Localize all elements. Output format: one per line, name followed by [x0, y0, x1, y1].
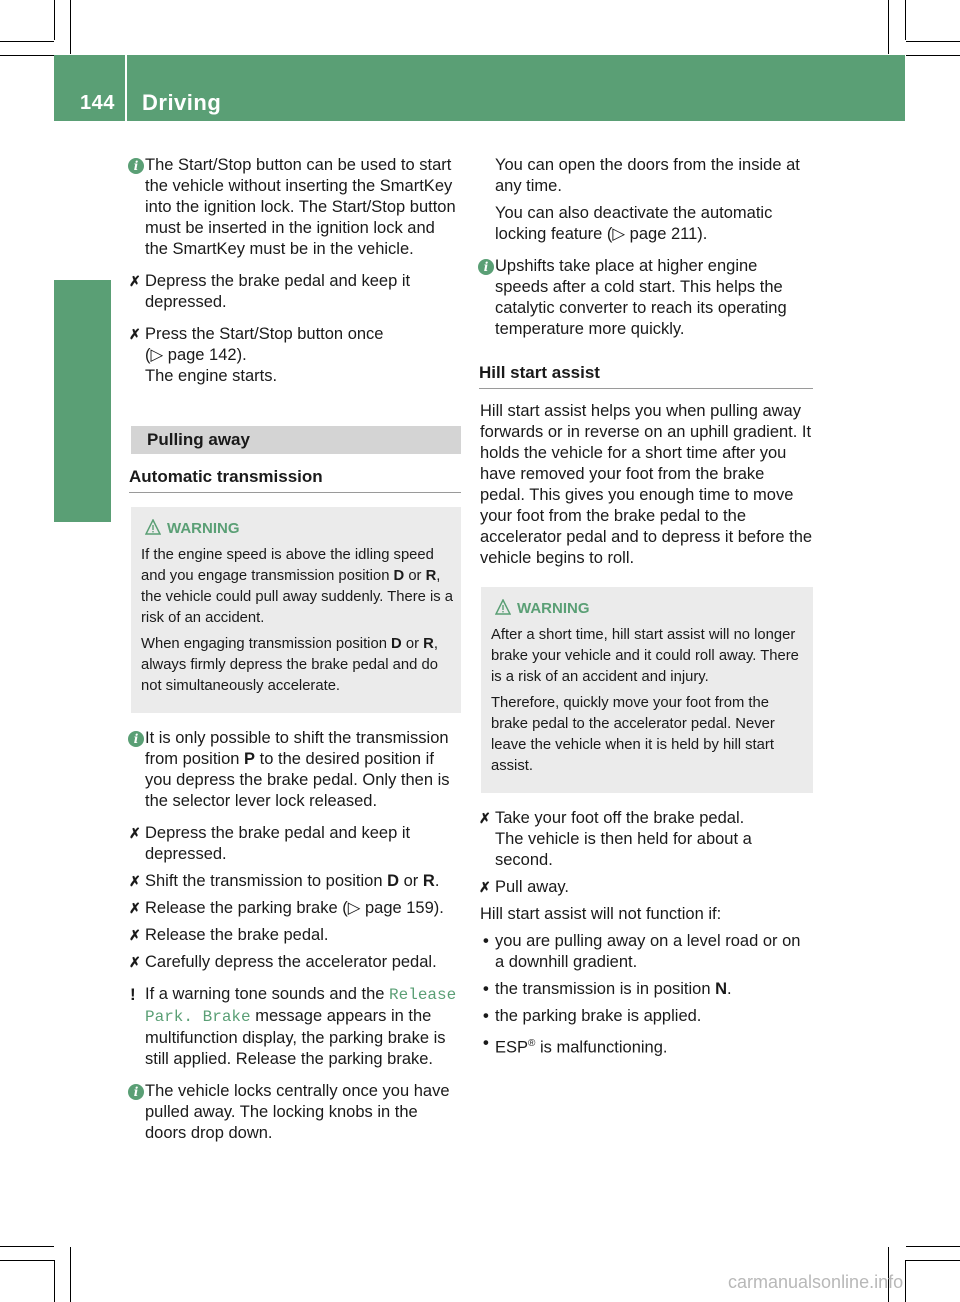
info-text: The vehicle locks centrally once you have pulled away. The locking knobs in the doors drop down. [145, 1082, 450, 1142]
warning-triangle-icon [495, 599, 511, 615]
page-number: 144 [80, 92, 115, 114]
warning-box [481, 587, 813, 793]
step-arrow-icon: ✗ [129, 954, 141, 970]
body-paragraph: Hill start assist will not function if: [480, 905, 722, 923]
step-text: Depress the brake pedal and keep it depressed. [145, 272, 411, 311]
crop-mark [70, 1247, 71, 1302]
step-arrow-icon: ✗ [129, 927, 141, 943]
bullet-text: you are pulling away on a level road or on a downhill gradient. [495, 932, 801, 971]
info-note: i It is only possible to shift the transmission from position P to the desired position if you depress the brake pedal. Only then is the selector lever lock released. [131, 728, 461, 812]
warning-title [141, 518, 453, 539]
info-note [131, 155, 461, 260]
step-arrow-icon: ✗ [129, 900, 141, 916]
step-text: Release the parking brake (▷ page 159). [145, 899, 444, 917]
info-text: The Start/Stop button can be used to start the vehicle without inserting the SmartKey into the ignition lock. The Start/Stop button must be inserted in the ignition lock and the SmartKey must be in the vehicle. [145, 156, 456, 258]
chapter-tab-block [54, 280, 111, 522]
crop-mark [70, 0, 71, 54]
page-title: Driving [142, 90, 222, 115]
step-item [481, 877, 813, 898]
step-text: Carefully depress the accelerator pedal. [145, 953, 437, 971]
step-text: Release the brake pedal. [145, 926, 329, 944]
step-text: Press the Start/Stop button once [145, 325, 384, 343]
bullet-item [481, 1006, 813, 1027]
bullet-item: • the transmission is in position N. [483, 980, 732, 998]
crop-mark [0, 1246, 54, 1247]
watermark: carmanualsonline.info [728, 1272, 904, 1292]
crop-mark [906, 41, 960, 42]
subsection-heading: Hill start assist [479, 362, 813, 389]
info-text: Upshifts take place at higher engine speeds after a cold start. This helps the catalytic converter to reach its operating temperature more quickly. [495, 257, 787, 338]
step-item [131, 952, 461, 973]
exclamation-icon: ! [130, 985, 136, 1004]
step-text: Pull away. [495, 878, 569, 896]
step-item [481, 808, 813, 871]
crop-mark [906, 1260, 960, 1261]
step-text: Depress the brake pedal and keep it depressed. [145, 824, 411, 863]
step-item [131, 823, 461, 865]
info-icon: i [128, 1084, 144, 1100]
step-arrow-icon: ✗ [129, 273, 141, 289]
subsection-heading: Automatic transmission [129, 466, 461, 493]
right-column [481, 155, 813, 1070]
step-item [131, 898, 461, 919]
warning-label: WARNING [517, 600, 590, 617]
bullet-text: the parking brake is applied. [495, 1007, 702, 1025]
body-text: You can open the doors from the inside at any time. [495, 156, 800, 195]
step-arrow-icon: ✗ [129, 825, 141, 841]
crop-mark [0, 55, 54, 56]
warning-text: Therefore, quickly move your foot from the brake pedal to the accelerator pedal. Never leave the vehicle when it is held by hill start assist. [491, 695, 775, 774]
step-arrow-icon: ✗ [129, 873, 141, 889]
crop-mark [906, 55, 960, 56]
warning-text: After a short time, hill start assist will no longer brake your vehicle and it could roll away. There is a risk of an accident and injury. [491, 627, 799, 685]
header-divider [125, 55, 127, 121]
crop-mark [888, 0, 889, 54]
bullet-item [481, 931, 813, 973]
left-column [131, 155, 461, 1155]
display-message: Release Park. Brake [145, 986, 457, 1026]
step-item [131, 925, 461, 946]
step-arrow-icon: ✗ [129, 326, 141, 342]
warning-label: WARNING [167, 520, 240, 537]
warning-text: When engaging transmission position D or R, always firmly depress the brake pedal and do not simultaneously accelerate. [141, 636, 438, 694]
step-item: ✗ Shift the transmission to position D or R. [129, 872, 440, 890]
warning-text: If the engine speed is above the idling speed and you engage transmission position D or R, the vehicle could pull away suddenly. There is a risk of an accident. [141, 547, 454, 626]
bullet-icon: • [483, 1007, 489, 1025]
info-icon: i [128, 158, 144, 174]
text-continued [481, 203, 813, 245]
info-note [131, 1081, 461, 1144]
section-heading: Pulling away [131, 426, 461, 454]
step-arrow-icon: ✗ [479, 810, 491, 826]
bullet-icon: • [483, 980, 489, 998]
bullet-item: • ESP® is malfunctioning. [483, 1034, 668, 1057]
step-arrow-icon: ✗ [479, 879, 491, 895]
page-reference[interactable]: (▷ page 142). [145, 346, 247, 364]
bullet-icon: • [483, 932, 489, 950]
info-icon: i [478, 259, 494, 275]
caution-note: ! If a warning tone sounds and the Release Park. Brake message appears in the multifunction display, the parking brake is still applied. Release the parking brake. [130, 985, 457, 1068]
crop-mark [905, 0, 906, 40]
warning-triangle-icon [145, 519, 161, 535]
step-item [131, 324, 461, 387]
body-paragraph: Hill start assist helps you when pulling away forwards or in reverse on an uphill gradient. It holds the vehicle for a short time after you have removed your foot from the brake pedal. This gives you enough time to move your foot from the brake pedal to the accelerator pedal and to depress it before the vehicle begins to roll. [480, 402, 813, 567]
crop-mark [54, 1260, 55, 1302]
body-text: You can also deactivate the automatic locking feature (▷ page 211). [495, 204, 773, 243]
crop-mark [0, 1260, 54, 1261]
crop-mark [906, 1246, 960, 1247]
step-result: The vehicle is then held for about a second. [495, 830, 752, 869]
crop-mark [0, 41, 54, 42]
step-result: The engine starts. [145, 367, 278, 385]
warning-box [131, 507, 461, 713]
crop-mark [905, 1260, 906, 1302]
warning-title [491, 598, 805, 619]
info-note [481, 256, 813, 340]
bullet-icon: • [483, 1034, 489, 1052]
step-text: Take your foot off the brake pedal. [495, 809, 745, 827]
text-continued [481, 155, 813, 197]
crop-mark [54, 0, 55, 40]
step-item [131, 271, 461, 313]
info-icon: i [128, 731, 144, 747]
